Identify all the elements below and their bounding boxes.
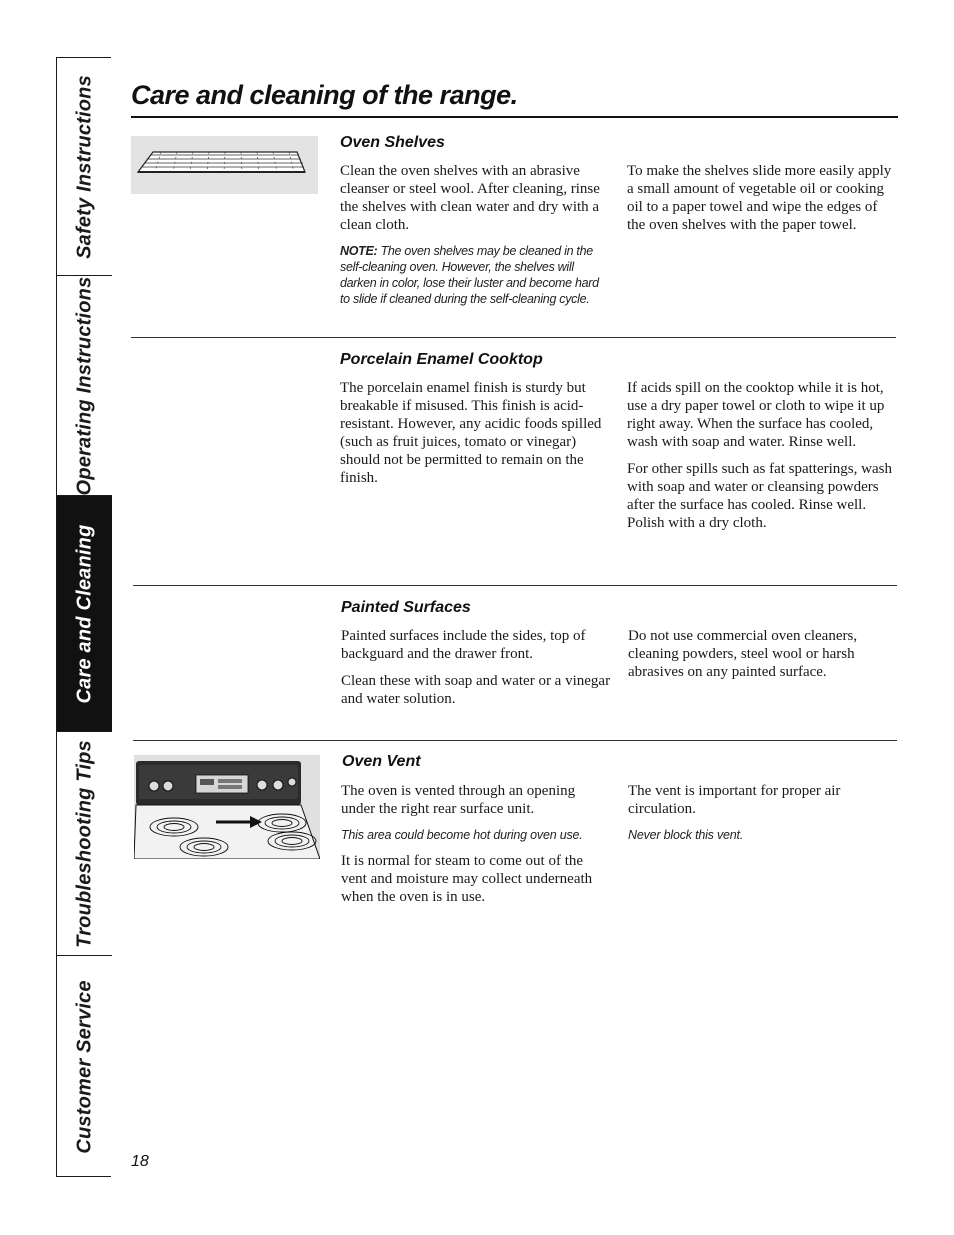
paragraph: Painted surfaces include the sides, top of backguard and the drawer front.: [341, 628, 586, 662]
painted-right-column: [628, 627, 898, 690]
tab-safety-instructions[interactable]: [57, 58, 112, 276]
paragraph: The oven is vented through an opening under the right rear surface unit.: [341, 783, 576, 817]
paragraph: The porcelain enamel finish is sturdy but breakable if misused. This finish is acid-resistant. However, any acidic foods spilled (such as fruit juices, tomato or vinegar) should not be permitted to remain on the finish.: [340, 380, 602, 486]
tab-troubleshooting-tips[interactable]: [57, 732, 112, 956]
porcelain-left-column: [340, 379, 610, 496]
oven-shelves-right-column: [627, 162, 897, 243]
oven-shelves-left-column: [340, 162, 610, 316]
heading-oven-shelves: Oven Shelves: [340, 134, 445, 151]
paragraph: For other spills such as fat spatterings, wash with soap and water or cleansing powders after the surface has cooled. Rinse well. Polish with a dry cloth.: [627, 461, 892, 531]
section-divider: [133, 585, 897, 586]
range-with-vent-arrow-icon: [134, 755, 320, 859]
tab-label: Operating Instructions: [73, 276, 95, 495]
page-number: 18: [131, 1153, 149, 1170]
page-title: Care and cleaning of the range.: [131, 80, 518, 110]
heading-porcelain-enamel-cooktop: Porcelain Enamel Cooktop: [340, 351, 543, 368]
range-vent-illustration: [134, 755, 320, 859]
oven-vent-left-column: [341, 782, 611, 915]
paragraph: It is normal for steam to come out of the vent and moisture may collect underneath when the oven is in use.: [341, 853, 593, 905]
oven-shelf-illustration: [131, 136, 318, 194]
tab-operating-instructions[interactable]: [57, 276, 112, 496]
tab-label: Customer Service: [73, 980, 95, 1154]
caption: This area could become hot during oven use.: [341, 828, 583, 842]
oven-shelf-icon: [131, 136, 318, 194]
porcelain-right-column: [627, 379, 897, 541]
section-divider: [133, 740, 897, 741]
heading-painted-surfaces: Painted Surfaces: [341, 599, 471, 616]
painted-left-column: [341, 627, 611, 717]
title-rule: [131, 116, 898, 118]
tab-care-and-cleaning[interactable]: [57, 496, 112, 732]
tab-label: Troubleshooting Tips: [73, 739, 95, 948]
tab-customer-service[interactable]: [57, 956, 112, 1178]
section-tabs: [56, 57, 111, 1177]
tab-label: Safety Instructions: [73, 74, 95, 259]
note-paragraph: [340, 243, 610, 307]
paragraph: Do not use commercial oven cleaners, cleaning powders, steel wool or harsh abrasives on any painted surface.: [628, 628, 858, 680]
paragraph: If acids spill on the cooktop while it is hot, use a dry paper towel or cloth to wipe it up right away. When the surface has cooled, wash with soap and water. Rinse well.: [627, 380, 885, 450]
paragraph: To make the shelves slide more easily apply a small amount of vegetable oil or cooking oil to a paper towel and wipe the edges of the oven shelves with the paper towel.: [627, 163, 892, 233]
note-label: NOTE:: [340, 244, 378, 258]
paragraph: The vent is important for proper air circulation.: [628, 783, 841, 817]
tab-label: Care and Cleaning: [73, 524, 95, 703]
paragraph: Clean these with soap and water or a vinegar and water solution.: [341, 673, 611, 707]
paragraph: Clean the oven shelves with an abrasive cleanser or steel wool. After cleaning, rinse the shelves with clean water and dry with a clean cloth.: [340, 163, 600, 233]
caption: Never block this vent.: [628, 828, 744, 842]
oven-vent-right-column: [628, 782, 898, 852]
note-text: The oven shelves may be cleaned in the self-cleaning oven. However, the shelves will darken in color, lose their luster and become hard to slide if cleaned during the self-cleaning cycle.: [340, 244, 599, 306]
section-divider: [131, 337, 896, 338]
heading-oven-vent: Oven Vent: [342, 753, 421, 770]
